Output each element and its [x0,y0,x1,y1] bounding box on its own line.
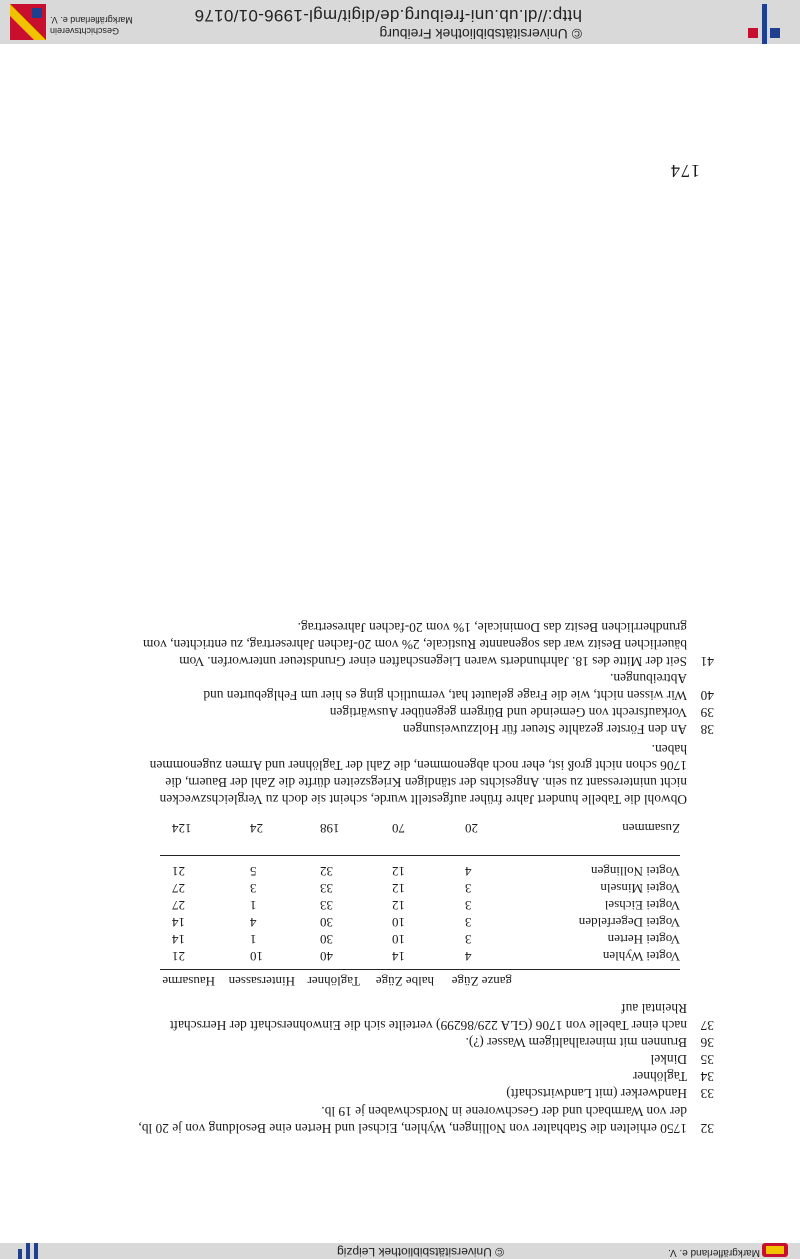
verein-crest-icon [762,1243,788,1257]
footnote-line: Wir wissen nicht, wie die Frage gelautet hat, vermutlich ging es hier um Fehlgeburten und [203,688,687,703]
footnote-line: Brunnen mit mineralhaltigem Wasser (?). [465,1035,687,1050]
table-header-row [160,973,680,989]
footnote-line: haben. [651,741,687,757]
leipzig-logo-icon [10,1243,40,1259]
row-label: Vogtei Minseln [600,881,680,896]
cell: 70 [392,821,405,836]
footnote-line: 1750 erhielten die Stabhalter von Nollingen, Wyhlen, Eichsel und Herten eine Besoldung von je 20 lb, [138,1121,687,1136]
table-row [160,879,680,896]
row-label: Vogtei Eichsel [604,898,680,913]
footnote-line: Handwerker (mit Landwirtschaft) [506,1086,687,1101]
cell: 27 [172,898,185,913]
coat-of-arms-icon [10,4,46,40]
footnote-line: Rheintal auf [621,1001,687,1017]
cell: 40 [320,949,333,964]
cell: 32 [320,864,333,879]
footnote-line: Obwohl die Tabelle hundert Jahre früher aufgestellt wurde, scheint sie doch zu Vergleichszwecken [159,792,687,807]
column-header: Hausarme [162,974,215,989]
cell: 10 [392,915,405,930]
cell: 14 [172,915,185,930]
cell: 1 [250,898,257,913]
cell: 3 [465,898,472,913]
cell: 30 [320,932,333,947]
footnote-line: nicht uninteressant zu sein. Angesichts der ständigen Kriegszeiten dürfte die Zahl der Bauern, die [165,775,687,791]
cell: 20 [465,821,478,836]
header-verein-label [50,14,142,36]
cell: 12 [392,898,405,913]
cell: 30 [320,915,333,930]
cell: 14 [392,949,405,964]
cell: 3 [465,915,472,930]
table-rule [160,969,680,970]
table-row [160,947,680,964]
footnote-line: nach einer Tabelle von 1706 (GLA 229/86299) verteilte sich die Einwohnerschaft der Herrschaft [169,1018,687,1033]
cell: 4 [250,915,257,930]
cell: 4 [465,949,472,964]
table-row [160,896,680,913]
cell: 198 [320,821,340,836]
cell: 3 [465,932,472,947]
footnote-line: An den Förster gezahlte Steuer für Holzzuweisungen [402,722,687,737]
row-label: Vogtei Herten [607,932,680,947]
cell: 1 [250,932,257,947]
page-number: 174 [670,161,700,181]
footnote-line: Taglöhner [632,1069,687,1084]
cell: 21 [172,864,185,879]
column-header: Hintersassen [228,974,295,989]
column-header: halbe Züge [375,974,434,989]
table-row [160,930,680,947]
footnote-line: der von Warmbach und der Geschworene in Nordschwaben je 19 lb. [321,1104,687,1120]
cell: 12 [392,881,405,896]
table-rule [160,855,680,856]
cell: 124 [172,821,192,836]
cell: 14 [172,932,185,947]
verein-line-1: Geschichtsverein [50,26,120,36]
header-strip [0,0,800,44]
cell: 12 [392,864,405,879]
cell: 33 [320,881,333,896]
cell: 33 [320,898,333,913]
footnote-line: bäuerlichen Besitz war das sogenannte Rusticale, 2% vom 20-fachen Jahresertrag, zu entrichten, vom [143,637,687,653]
footer-verein-label: Markgräflerland e. V. [668,1247,760,1258]
cell: 27 [172,881,185,896]
footnote-line: Vorkaufsrecht von Gemeinde und Bürgern gegenüber Auswärtigen [329,705,687,720]
table-row [160,862,680,879]
row-label: Vogtei Nollingen [591,864,680,879]
cell: 24 [250,821,263,836]
cell: 5 [250,864,257,879]
cell: 3 [465,881,472,896]
verein-line-2: Markgräflerland e. V. [50,15,133,25]
footnote-line: grundherrlichen Besitz das Dominicale, 1% vom 20-fachen Jahresertrag. [297,620,687,636]
footnote-line: Abtreibungen. [610,671,687,687]
footnote-line: 1706 schon nicht groß ist, eher noch abgenommen, die Zahl der Taglöhner und Armen zugenommen [149,758,687,774]
table-row [160,913,680,930]
footer-library-credit: © Universitätsbibliothek Leipzig [337,1245,504,1259]
row-label: Vogtei Degerfelden [578,915,680,930]
footer-strip [0,1243,800,1259]
cell: 21 [172,949,185,964]
header-library-credit: © Universitätsbibliothek Freiburg [379,26,582,42]
cell: 4 [465,864,472,879]
cell: 10 [250,949,263,964]
cell: 3 [250,881,257,896]
footnote-line: Seit der Mitte des 18. Jahrhunderts waren Liegenschaften einer Grundsteuer unterworfen. Vom [179,654,687,669]
column-header: Taglöhner [307,974,360,989]
rotated-scan: © Universitätsbibliothek Leipzig Markgräflerland e. V. © Universitätsbibliothek Freiburg http://dl.ub.uni-freiburg.de/digit/mgl-1996-01/0176 Geschichtsverein Markgräflerland e. V. 32 1750 erhielten die Stabhalter von Nollingen, Wyhlen, Eichsel und Herten eine Besoldung von je 20 lb, der von Warmbach und der Geschworene in Nordschwaben je 19 lb. 33 Handwerker (mit Landwirtschaft) 34 Taglöhner 35 Dinkel 36 Brunnen mit mineralhaltigem Wasser (?). 37 nach einer Tabelle von 1706 (GLA 229/86299) verteilte sich die Einwohnerschaft der Herrschaft Rheintal auf ganze Züge halbe Züge Taglöhner Hintersassen Hausarme Vogtei Wyhlen 4 14 40 10 21 Vogtei Herten 3 10 30 1 14 Vogtei Degerfelden 3 10 30 4 14 Vogtei Eichsel 3 12 33 1 27 Vogtei Minseln 3 12 33 3 27 Vogtei Nollingen 4 12 32 5 21 Zusammen 20 70 198 24 124 Obwohl die Tabelle hundert Jahre früher aufgestellt wurde, scheint sie doch zu Vergleichszwecken nicht uninteressant zu sein. Angesichts der ständigen Kriegszeiten dürfte die Zahl der Bauern, die 1706 schon nicht groß ist, eher noch abgenommen, die Zahl der Taglöhner und Armen zugenommen haben. 38 An den Förster gezahlte Steuer für Holzzuweisungen 39 Vorkaufsrecht von Gemeinde und Bürgern gegenüber Auswärtigen 40 Wir wissen nicht, wie die Frage gelautet hat, vermutlich ging es hier um Fehlgeburten und Abtreibungen. 41 Seit der Mitte des 18. Jahrhunderts waren Liegenschaften einer Grundsteuer unterworfen. Vom bäuerlichen Besitz war das sogenannte Rusticale, 2% vom 20-fachen Jahresertrag, zu entrichten, vom grundherrlichen Besitz das Dominicale, 1% vom 20-fachen Jahresertrag. 174 [0,0,800,1259]
freiburg-logo-icon [740,0,780,44]
row-label: Vogtei Wyhlen [602,949,680,964]
table-total-row [160,819,680,836]
footnote-line: Dinkel [650,1052,687,1067]
cell: 10 [392,932,405,947]
permalink-url[interactable]: http://dl.ub.uni-freiburg.de/digit/mgl-1996-01/0176 [194,6,582,25]
total-label: Zusammen [622,821,680,836]
column-header: ganze Züge [451,974,512,989]
